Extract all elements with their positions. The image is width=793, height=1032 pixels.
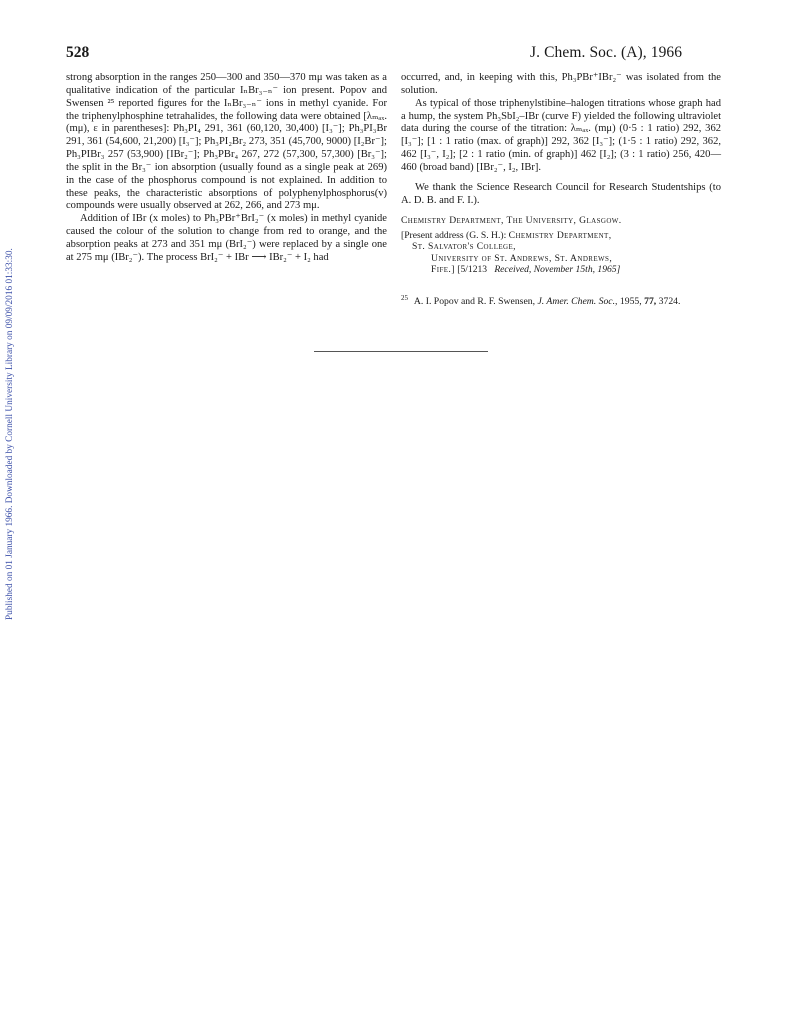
footnote-25 (401, 293, 721, 308)
download-stamp: Published on 01 January 1966. Downloaded by Cornell University Library on 09/09/2016 01:33:30. (5, 248, 15, 620)
present-address-prefix: [Present address (G. S. H.): (401, 229, 507, 241)
manuscript-number: [5/1213 (457, 264, 488, 276)
left-column (66, 72, 387, 265)
footnote-number: 25 (401, 294, 408, 303)
footnote-page: 3724. (658, 296, 681, 308)
paragraph-continuation: occurred, and, in keeping with this, Ph₃PBr⁺IBr₂⁻ was isolated from the solution. (401, 72, 721, 96)
end-rule (314, 351, 488, 352)
paragraph-titration: As typical of those triphenylstibine–halogen titrations whose graph had a hump, the system Ph₃SbI₂–IBr (curve F) yielded the following ultraviolet data during the course of the titration: λₘₐₓ. (mμ) (0·5 : 1 ratio) 292, 362 [I₃⁻]; [1 : 1 ratio (max. of graph)] 292, 362 [I₃⁻]; (1·5 : 1 ratio) 292, 362, 462 [I₃⁻, I₂]; [2 : 1 ratio (min. of graph)] 462 [I₂]; (3 : 1 ratio) 256, 420—460 (broad band) [IBr₂⁻, I₂, IBr]. (401, 97, 721, 173)
acknowledgement: We thank the Science Research Council for Research Studentships (to A. D. B. and F. I.). (401, 181, 721, 206)
present-address (401, 230, 721, 276)
received-line (401, 264, 721, 275)
footnote-year: 1955, (619, 296, 642, 308)
present-address-place: Fife.] (431, 264, 455, 276)
received-label: Received, (494, 264, 532, 276)
footnote-volume: 77, (644, 296, 657, 308)
present-address-college: St. Salvator's College, (412, 241, 516, 253)
received-date: November 15th, 1965] (533, 264, 621, 276)
journal-header: J. Chem. Soc. (A), 1966 (530, 44, 683, 61)
present-address-university: University of St. Andrews, St. Andrews, (431, 252, 613, 264)
right-column (401, 72, 721, 308)
paragraph-uv-data: strong absorption in the ranges 250—300 and 350—370 mμ was taken as a qualitative indication of the particular IₙBr₃₋ₙ⁻ ion present. Popov and Swensen ²⁵ reported figures for the IₙBr₃₋ₙ⁻ ions in methyl cyanide. For the triphenylphosphine tetrahalides, the following data were obtained [λₘₐₓ. (mμ), ε in parentheses]: Ph₃PI₄ 291, 361 (60,120, 30,400) [I₃⁻]; Ph₃PI₃Br 291, 361 (54,600, 21,200) [I₃⁻]; Ph₃PI₂Br₂ 273, 351 (45,700, 9000) [I₂Br⁻]; Ph₃PIBr₃ 257 (53,900) [IBr₂⁻]; Ph₃PBr₄ 267, 272 (57,300, 57,300) [Br₃⁻]; the split in the Br₃⁻ ion absorption (usually found as a single peak at 269) in the case of the phosphorus compound is not explained. In addition to these peaks, the characteristic absorptions of polyphenylphosphorus(v) compounds were usually observed at 262, 266, and 273 mμ. (66, 72, 387, 212)
footnote-journal: J. Amer. Chem. Soc., (537, 296, 618, 308)
present-address-dept: Chemistry Department, (508, 229, 612, 241)
affiliation: Chemistry Department, The University, Glasgow. (401, 215, 622, 227)
page-number: 528 (66, 44, 90, 61)
paragraph-ibr-addition: Addition of IBr (x moles) to Ph₃PBr⁺BrI₂⁻ (x moles) in methyl cyanide caused the colour of the solution to change from red to orange, and the absorption peaks at 273 and 351 mμ (BrI₂⁻) were replaced by a single one at 275 mμ (IBr₂⁻). The process BrI₂⁻ + IBr ⟶ IBr₂⁻ + I₂ had (66, 213, 387, 263)
footnote-authors: A. I. Popov and R. F. Swensen, (413, 296, 536, 308)
